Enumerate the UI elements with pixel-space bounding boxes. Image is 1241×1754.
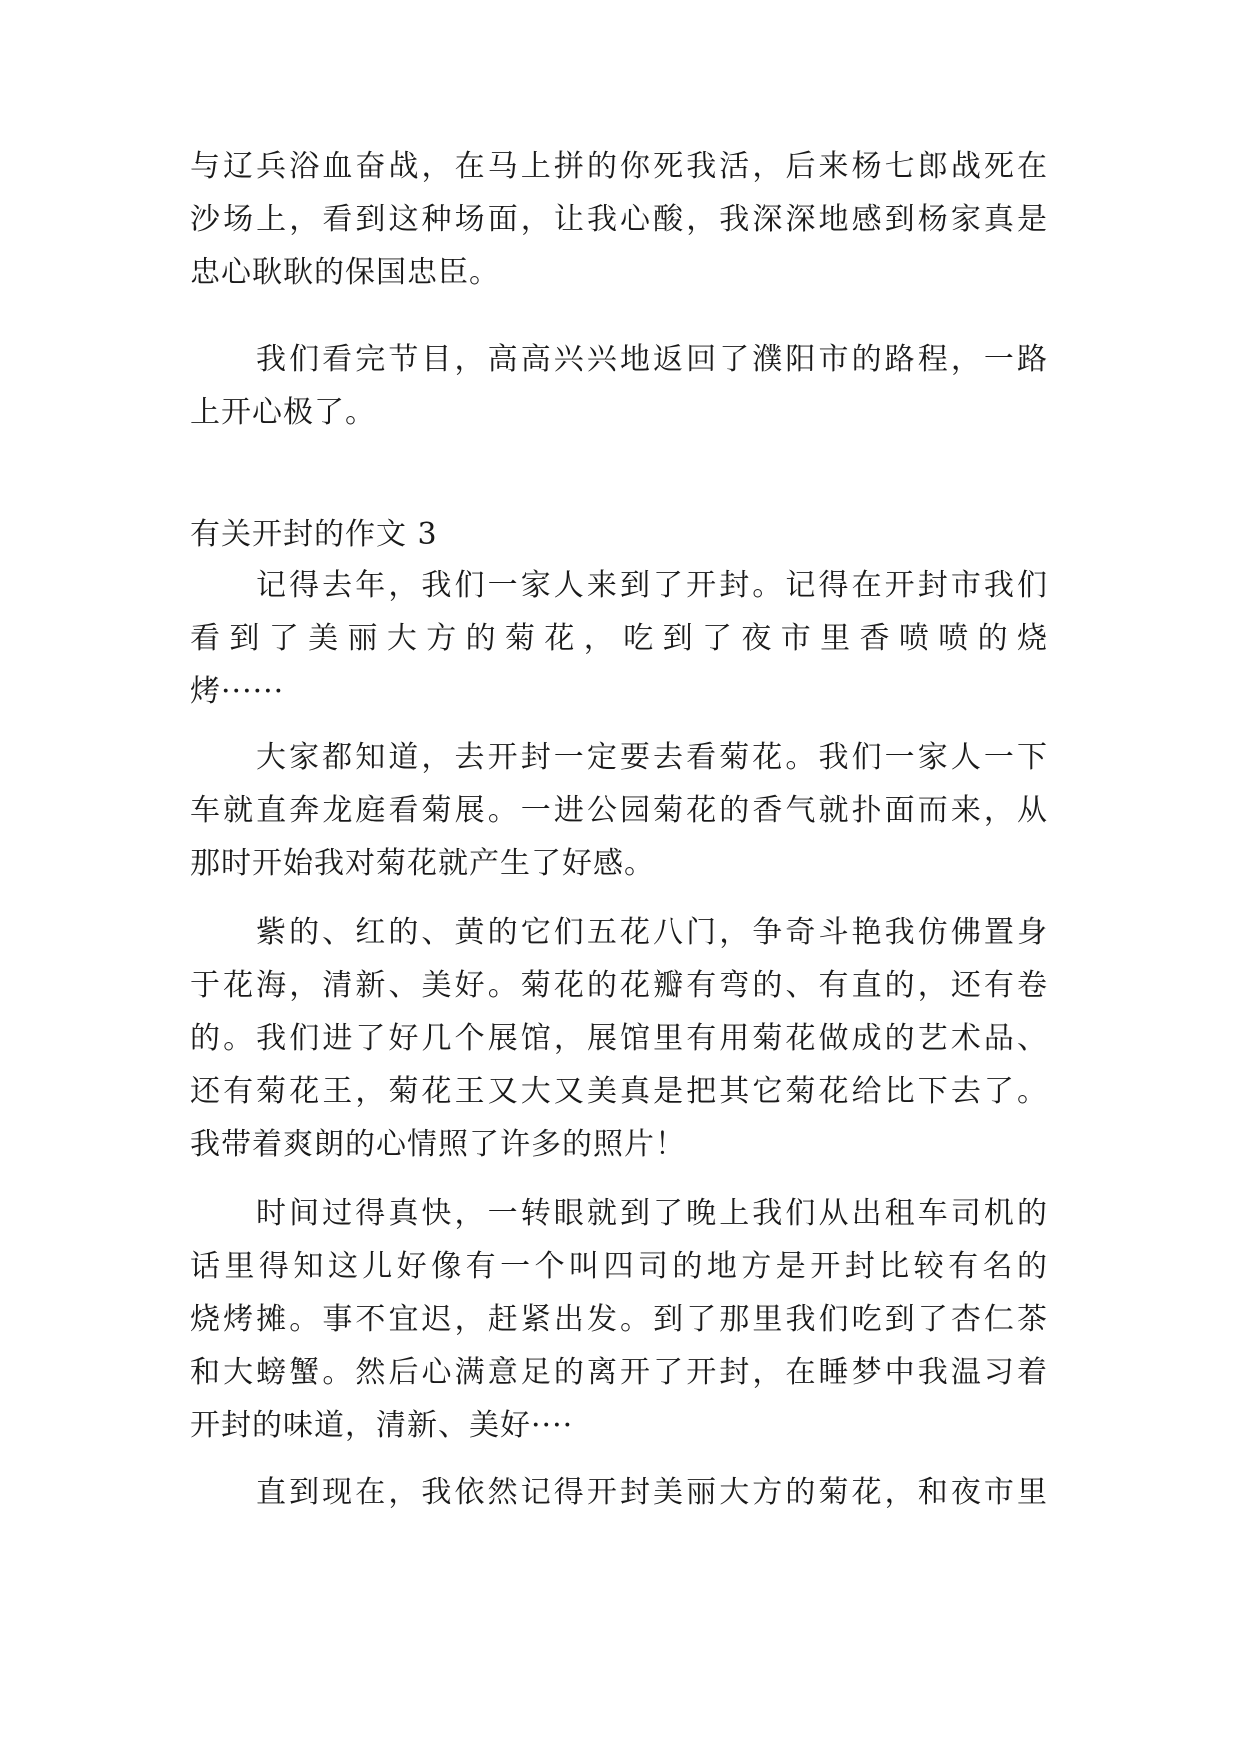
section-heading: 有关开封的作文 3	[190, 517, 438, 552]
text-line: 直到现在，我依然记得开封美丽大方的菊花，和夜市里	[256, 1475, 1048, 1510]
text-line: 车就直奔龙庭看菊展。一进公园菊花的香气就扑面而来，从	[190, 793, 1048, 828]
text-line: 还有菊花王，菊花王又大又美真是把其它菊花给比下去了。	[190, 1074, 1048, 1109]
text-line: 的。我们进了好几个展馆，展馆里有用菊花做成的艺术品、	[190, 1021, 1048, 1056]
text-line: 大家都知道，去开封一定要去看菊花。我们一家人一下	[256, 740, 1048, 775]
text-line: 烤······	[190, 674, 285, 709]
text-line: 记得去年，我们一家人来到了开封。记得在开封市我们	[256, 568, 1048, 603]
text-line: 和大螃蟹。然后心满意足的离开了开封，在睡梦中我温习着	[190, 1355, 1048, 1390]
text-line: 时间过得真快，一转眼就到了晚上我们从出租车司机的	[256, 1196, 1048, 1231]
text-line: 我带着爽朗的心情照了许多的照片！	[190, 1127, 686, 1162]
text-line: 那时开始我对菊花就产生了好感。	[190, 846, 655, 881]
text-line: 开封的味道，清新、美好····	[190, 1408, 574, 1443]
text-line: 紫的、红的、黄的它们五花八门，争奇斗艳我仿佛置身	[256, 915, 1048, 950]
text-line: 看到了美丽大方的菊花，吃到了夜市里香喷喷的烧	[190, 621, 1048, 656]
text-line: 烧烤摊。事不宜迟，赶紧出发。到了那里我们吃到了杏仁茶	[190, 1302, 1048, 1337]
text-line: 上开心极了。	[190, 395, 376, 430]
text-line: 与辽兵浴血奋战，在马上拼的你死我活，后来杨七郎战死在	[190, 149, 1048, 184]
text-line: 我们看完节目，高高兴兴地返回了濮阳市的路程，一路	[256, 342, 1048, 377]
text-line: 于花海，清新、美好。菊花的花瓣有弯的、有直的，还有卷	[190, 968, 1048, 1003]
text-line: 忠心耿耿的保国忠臣。	[190, 255, 500, 290]
text-line: 沙场上，看到这种场面，让我心酸，我深深地感到杨家真是	[190, 202, 1048, 237]
text-line: 话里得知这儿好像有一个叫四司的地方是开封比较有名的	[190, 1249, 1048, 1284]
